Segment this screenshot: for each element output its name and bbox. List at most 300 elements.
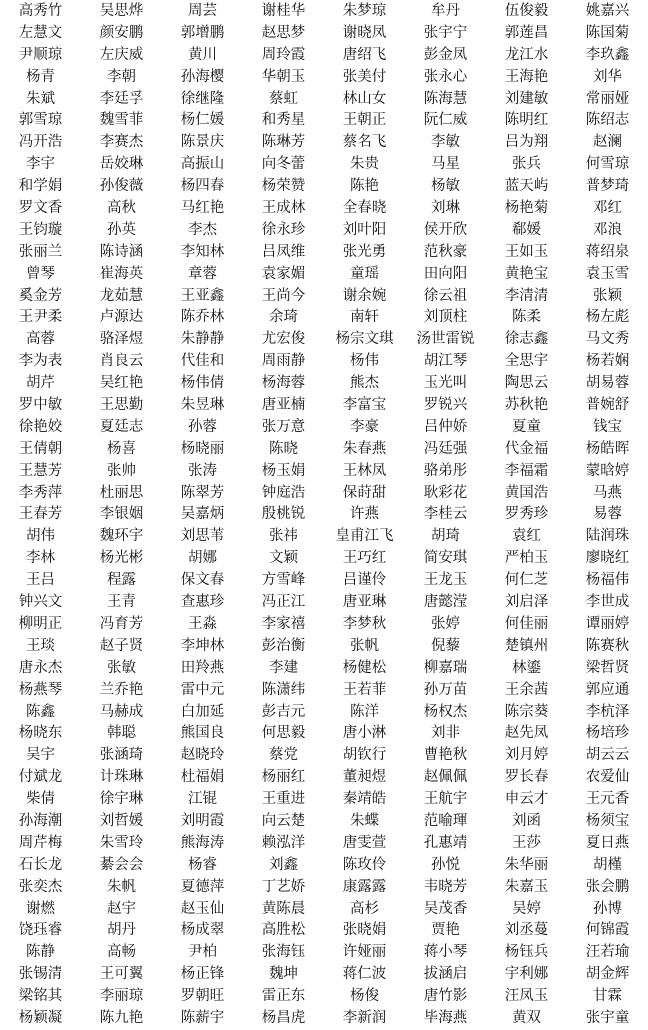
name-cell: 保文春 [180,572,225,589]
name-cell: 唐小淋 [342,725,387,742]
name-cell: 徐继隆 [180,90,225,107]
name-cell: 谢余婉 [342,287,387,304]
name-cell: 王春芳 [18,506,63,523]
name-cell: 夏童 [512,418,541,435]
name-cell: 普梦琦 [585,178,630,195]
name-cell: 刘顶柱 [423,309,468,326]
name-cell: 张海钰 [261,944,306,961]
name-cell: 朱帆 [107,878,136,895]
name-cell: 韩聪 [107,725,136,742]
name-cell: 高秋 [107,200,136,217]
name-cell: 柴倩 [26,791,55,808]
name-cell: 李银姻 [99,506,144,523]
name-cell: 田向阳 [423,265,468,282]
name-cell: 石长龙 [18,856,63,873]
name-cell: 罗秀珍 [504,506,549,523]
name-cell: 张永心 [423,68,468,85]
name-cell: 孙博 [593,900,622,917]
name-cell: 王慧芳 [18,462,63,479]
name-cell: 张锡清 [18,966,63,983]
name-cell: 杜丽思 [99,484,144,501]
name-cell: 王若菲 [342,681,387,698]
name-cell: 高畅 [107,944,136,961]
name-cell: 唐亚琳 [342,594,387,611]
name-cell: 玉光叫 [423,375,468,392]
name-cell: 杨宗文琪 [335,331,394,348]
name-cell: 陈绍志 [585,112,630,129]
name-cell: 农爱仙 [585,769,630,786]
name-cell: 毕海燕 [423,1009,468,1026]
name-cell: 李林 [26,550,55,567]
name-cell: 陈景庆 [180,134,225,151]
name-cell: 周芸 [188,3,217,19]
name-cell: 冯育芳 [99,615,144,632]
name-cell: 程露 [107,572,136,589]
name-cell: 夏德萍 [180,878,225,895]
name-cell: 倪藜 [431,637,460,654]
name-cell: 骆弟彤 [423,462,468,479]
name-cell: 林鎏 [512,659,541,676]
name-cell: 杨伟 [350,353,379,370]
name-cell: 文颖 [269,550,298,567]
name-cell: 徐云祖 [423,287,468,304]
name-cell: 熊杰 [350,375,379,392]
name-cell: 钟庭浩 [261,484,306,501]
name-cell: 梁哲贤 [585,659,630,676]
name-cell: 高蓉 [26,331,55,348]
name-cell: 杨仁媛 [180,112,225,129]
name-cell: 罗文香 [18,200,63,217]
name-cell: 张宇宁 [423,24,468,41]
name-cell: 雷正东 [261,988,306,1005]
name-cell: 王钧璇 [18,221,63,238]
name-cell: 钟兴文 [18,594,63,611]
name-cell: 胡丹 [107,922,136,939]
name-cell: 汪若瑜 [585,944,630,961]
name-cell: 孙海潮 [18,812,63,829]
name-cell: 杨敏 [431,178,460,195]
name-cell: 郭增鹏 [180,24,225,41]
name-cell: 高振山 [180,156,225,173]
name-cell: 张敏 [107,659,136,676]
name-cell: 严柏玉 [504,550,549,567]
name-cell: 向冬蕾 [261,156,306,173]
name-cell: 卢源达 [99,309,144,326]
name-cell: 杨荣赞 [261,178,306,195]
name-cell: 郗媛 [512,221,541,238]
name-cell: 杨四春 [180,178,225,195]
name-cell: 陈国菊 [585,24,630,41]
name-cell: 吕凤维 [261,243,306,260]
name-cell: 李家禧 [261,615,306,632]
name-cell: 陈明红 [504,112,549,129]
name-cell: 谭丽婷 [585,615,630,632]
name-cell: 范秋豪 [423,243,468,260]
name-cell: 李朝 [107,68,136,85]
name-cell: 胡易蓉 [585,375,630,392]
name-cell: 何雪琼 [585,156,630,173]
name-cell: 陈鑫 [26,703,55,720]
name-cell: 许娅丽 [342,944,387,961]
name-cell: 皇甫江飞 [335,528,394,545]
name-cell: 甘霖 [593,988,622,1005]
name-cell: 张帅 [107,462,136,479]
name-cell: 秦靖皓 [342,791,387,808]
name-cell: 曹艳秋 [423,747,468,764]
name-cell: 申云才 [504,791,549,808]
name-cell: 黄国浩 [504,484,549,501]
name-cell: 王青 [107,594,136,611]
name-cell: 贾艳 [431,922,460,939]
name-cell: 魏雪菲 [99,112,144,129]
name-cell: 陆润珠 [585,528,630,545]
name-cell: 陈琳芳 [261,134,306,151]
name-cell: 奚金芳 [18,287,63,304]
name-cell: 赵玉仙 [180,900,225,917]
name-cell: 黄艳宝 [504,265,549,282]
name-cell: 胡槿 [593,856,622,873]
name-cell: 拔涵启 [423,966,468,983]
name-cell: 简安琪 [423,550,468,567]
name-cell: 肖良云 [99,353,144,370]
name-cell: 代佳和 [180,353,225,370]
name-cell: 王亚鑫 [180,287,225,304]
name-cell: 王巧红 [342,550,387,567]
name-cell: 陈晓 [269,440,298,457]
name-cell: 胡伟 [26,528,55,545]
name-cell: 侯开欣 [423,221,468,238]
name-cell: 唐绍飞 [342,46,387,63]
name-cell: 尹柏 [188,944,217,961]
name-cell: 朱昱琳 [180,397,225,414]
name-cell: 汤世雷锐 [416,331,475,348]
name-cell: 杨丽红 [261,769,306,786]
name-cell: 朱华丽 [504,856,549,873]
name-cell: 朱梦琼 [342,3,387,19]
name-cell: 孙英 [107,221,136,238]
name-cell: 杨成翠 [180,922,225,939]
name-cell: 黄陈晨 [261,900,306,917]
name-cell: 王莎 [512,834,541,851]
name-cell: 李豪 [350,418,379,435]
name-cell: 陈柔 [512,309,541,326]
name-cell: 李建 [269,659,298,676]
name-cell: 吴宇 [26,747,55,764]
name-cell: 刘鑫 [269,856,298,873]
name-cell: 王可翼 [99,966,144,983]
name-cell: 胡娜 [188,550,217,567]
name-cell: 张婷 [431,615,460,632]
name-cell: 周雨静 [261,353,306,370]
name-cell: 王余茜 [504,681,549,698]
name-cell: 高胜松 [261,922,306,939]
name-cell: 兰乔艳 [99,681,144,698]
name-cell: 饶珏睿 [18,922,63,939]
name-cell: 杨权杰 [423,703,468,720]
name-cell: 唐竹影 [423,988,468,1005]
name-cell: 杜福娟 [180,769,225,786]
name-cell: 彭金凤 [423,46,468,63]
name-cell: 王倩朝 [18,440,63,457]
name-cell: 熊海涛 [180,834,225,851]
name-cell: 唐懿滢 [423,594,468,611]
name-cell: 保莳甜 [342,484,387,501]
name-cell: 杨睿 [188,856,217,873]
name-cell: 刘函 [512,812,541,829]
name-cell: 杨晓丽 [180,440,225,457]
name-cell: 全思宇 [504,353,549,370]
name-cell: 向云楚 [261,812,306,829]
name-cell: 李富宝 [342,397,387,414]
name-cell: 王朝正 [342,112,387,129]
name-cell: 康露露 [342,878,387,895]
name-cell: 邓浪 [593,221,622,238]
name-cell: 查惠珍 [180,594,225,611]
name-cell: 田羚燕 [180,659,225,676]
name-cell: 崔海英 [99,265,144,282]
name-cell: 袁红 [512,528,541,545]
name-cell: 刘琳 [431,200,460,217]
name-cell: 马星 [431,156,460,173]
name-cell: 李廷孚 [99,90,144,107]
name-cell: 雷中元 [180,681,225,698]
name-cell: 汪凤玉 [504,988,549,1005]
name-cell: 陈潇纬 [261,681,306,698]
name-cell: 王琰 [26,637,55,654]
name-cell: 韦晓芳 [423,878,468,895]
name-cell: 刘哲媛 [99,812,144,829]
name-cell: 张奕杰 [18,878,63,895]
name-cell: 胡江琴 [423,353,468,370]
name-cell: 杨艳菊 [504,200,549,217]
name-cell: 蔡虹 [269,90,298,107]
name-cell: 马文秀 [585,331,630,348]
name-cell: 徐宇琳 [99,791,144,808]
name-cell: 江锟 [188,791,217,808]
name-cell: 王淼 [188,615,217,632]
name-cell: 杨钰兵 [504,944,549,961]
name-cell: 殷桃锐 [261,506,306,523]
name-cell: 刘启泽 [504,594,549,611]
name-cell: 何思毅 [261,725,306,742]
name-cell: 杨培珍 [585,725,630,742]
name-cell: 杨须宝 [585,812,630,829]
name-cell: 吴红艳 [99,375,144,392]
name-cell: 蒙晗婷 [585,462,630,479]
name-cell: 易蓉 [593,506,622,523]
name-cell: 杨海蓉 [261,375,306,392]
name-cell: 吴茂香 [423,900,468,917]
name-cell: 何锦霞 [585,922,630,939]
name-cell: 柳嘉瑞 [423,659,468,676]
name-cell: 黄双 [512,1009,541,1026]
name-cell: 冯正江 [261,594,306,611]
name-cell: 朱斌 [26,90,55,107]
name-cell: 牟丹 [431,3,460,19]
name-cell: 龙茹慧 [99,287,144,304]
name-cell: 杨俊 [350,988,379,1005]
name-cell: 范喻琿 [423,812,468,829]
name-cell: 唐雯萱 [342,834,387,851]
name-cell: 赵宇 [107,900,136,917]
name-cell: 董昶煜 [342,769,387,786]
name-cell: 孙俊薇 [99,178,144,195]
name-cell: 胡钦行 [342,747,387,764]
name-cell: 谢桂华 [261,3,306,19]
name-cell: 张宇童 [585,1009,630,1026]
name-cell: 吴思烨 [99,3,144,19]
name-cell: 尤宏俊 [261,331,306,348]
name-cell: 李杭泽 [585,703,630,720]
name-cell: 张晓娟 [342,922,387,939]
name-cell: 和秀星 [261,112,306,129]
name-cell: 杨晓东 [18,725,63,742]
name-cell: 方雪峰 [261,572,306,589]
name-cell: 赵先凤 [504,725,549,742]
name-cell: 赵晓玲 [180,747,225,764]
name-cell: 李世成 [585,594,630,611]
name-cell: 刘建敏 [504,90,549,107]
name-cell: 孙海樱 [180,68,225,85]
name-cell: 刘丞蔓 [504,922,549,939]
name-cell: 丁艺娇 [261,878,306,895]
name-cell: 何仁芝 [504,572,549,589]
name-cell: 代金福 [504,440,549,457]
name-cell: 陈乔林 [180,309,225,326]
name-cell: 徐艳姣 [18,418,63,435]
name-cell: 张帆 [350,637,379,654]
name-cell: 张美付 [342,68,387,85]
name-cell: 南轩 [350,309,379,326]
name-cell: 赵佩佩 [423,769,468,786]
name-cell: 王如玉 [504,243,549,260]
name-cell: 蔡党 [269,747,298,764]
name-cell: 陈静 [26,944,55,961]
name-cell: 许燕 [350,506,379,523]
name-cell: 李丽琼 [99,988,144,1005]
name-cell: 左慧文 [18,24,63,41]
name-cell: 龙江水 [504,46,549,63]
name-cell: 陈洋 [350,703,379,720]
name-cell: 刘叶阳 [342,221,387,238]
name-cell: 付斌龙 [18,769,63,786]
name-cell: 蓝天屿 [504,178,549,195]
name-cell: 余琦 [269,309,298,326]
name-cell: 李玖鑫 [585,46,630,63]
name-cell: 熊国良 [180,725,225,742]
name-cell: 刘思苇 [180,528,225,545]
name-cell: 陈宗葵 [504,703,549,720]
name-cell: 李杰 [188,221,217,238]
name-cell: 马赫成 [99,703,144,720]
name-cell: 杨光彬 [99,550,144,567]
name-cell: 蒋绍泉 [585,243,630,260]
name-cell: 刘明霞 [180,812,225,829]
name-cell: 夏日燕 [585,834,630,851]
name-cell: 高杉 [350,900,379,917]
name-cell: 苏秋艳 [504,397,549,414]
name-cell: 魏坤 [269,966,298,983]
name-cell: 徐志鑫 [504,331,549,348]
name-cell: 张涵琦 [99,747,144,764]
name-cell: 王重进 [261,791,306,808]
name-cell: 孙悦 [431,856,460,873]
name-cell: 蔡名飞 [342,134,387,151]
name-cell: 华朝玉 [261,68,306,85]
name-cell: 耿彩花 [423,484,468,501]
name-cell: 刘非 [431,725,460,742]
name-cell: 陈赛秋 [585,637,630,654]
name-cell: 钱宝 [593,418,622,435]
name-cell: 刘华 [593,68,622,85]
name-cell: 杨颖凝 [18,1009,63,1026]
name-cell: 梁铭其 [18,988,63,1005]
name-cell: 颜安鹏 [99,24,144,41]
name-cell: 周玲霞 [261,46,306,63]
name-cell: 周芹梅 [18,834,63,851]
name-cell: 彭吉元 [261,703,306,720]
name-cell: 杨左彪 [585,309,630,326]
name-cell: 陈薪宇 [180,1009,225,1026]
name-cell: 童瑶 [350,265,379,282]
name-cell: 岳姣琳 [99,156,144,173]
name-cell: 王龙玉 [423,572,468,589]
name-cell: 蒋仁波 [342,966,387,983]
name-cell: 林山女 [342,90,387,107]
name-cell: 吴嘉炳 [180,506,225,523]
name-cell: 孙万苗 [423,681,468,698]
name-cell: 王尚今 [261,287,306,304]
name-cell: 阮仁威 [423,112,468,129]
name-cell: 吕仲娇 [423,418,468,435]
name-cell: 杨健松 [342,659,387,676]
name-cell: 魏环宇 [99,528,144,545]
name-cell: 杨青 [26,68,55,85]
name-cell: 蒋小琴 [423,944,468,961]
name-cell: 冯廷强 [423,440,468,457]
name-cell: 张会鹏 [585,878,630,895]
name-cell: 计珠琳 [99,769,144,786]
name-cell: 马红艳 [180,200,225,217]
name-cell: 赵思梦 [261,24,306,41]
name-cell: 袁家媚 [261,265,306,282]
name-cell: 赵澜 [593,134,622,151]
name-cell: 谢晓凤 [342,24,387,41]
name-cell: 杨燕琴 [18,681,63,698]
name-cell: 罗长春 [504,769,549,786]
name-cell: 王元香 [585,791,630,808]
name-cell: 伍俊毅 [504,3,549,19]
name-cell: 李新润 [342,1009,387,1026]
name-cell: 李桂云 [423,506,468,523]
name-cell: 朱嘉玉 [504,878,549,895]
name-cell: 陈艳 [350,178,379,195]
name-cell: 罗锐兴 [423,397,468,414]
name-cell: 胡琦 [431,528,460,545]
name-cell: 吕谨伶 [342,572,387,589]
name-cell: 孙蓉 [188,418,217,435]
name-cell: 李敏 [431,134,460,151]
name-cell: 胡金辉 [585,966,630,983]
name-cell: 罗朝旺 [180,988,225,1005]
name-cell: 李宇 [26,156,55,173]
name-cell: 胡芹 [26,375,55,392]
name-cell: 杨福伟 [585,572,630,589]
name-cell: 陈海慧 [423,90,468,107]
name-cell: 张颖 [593,287,622,304]
name-cell: 郭应通 [585,681,630,698]
name-cell: 杨正锋 [180,966,225,983]
